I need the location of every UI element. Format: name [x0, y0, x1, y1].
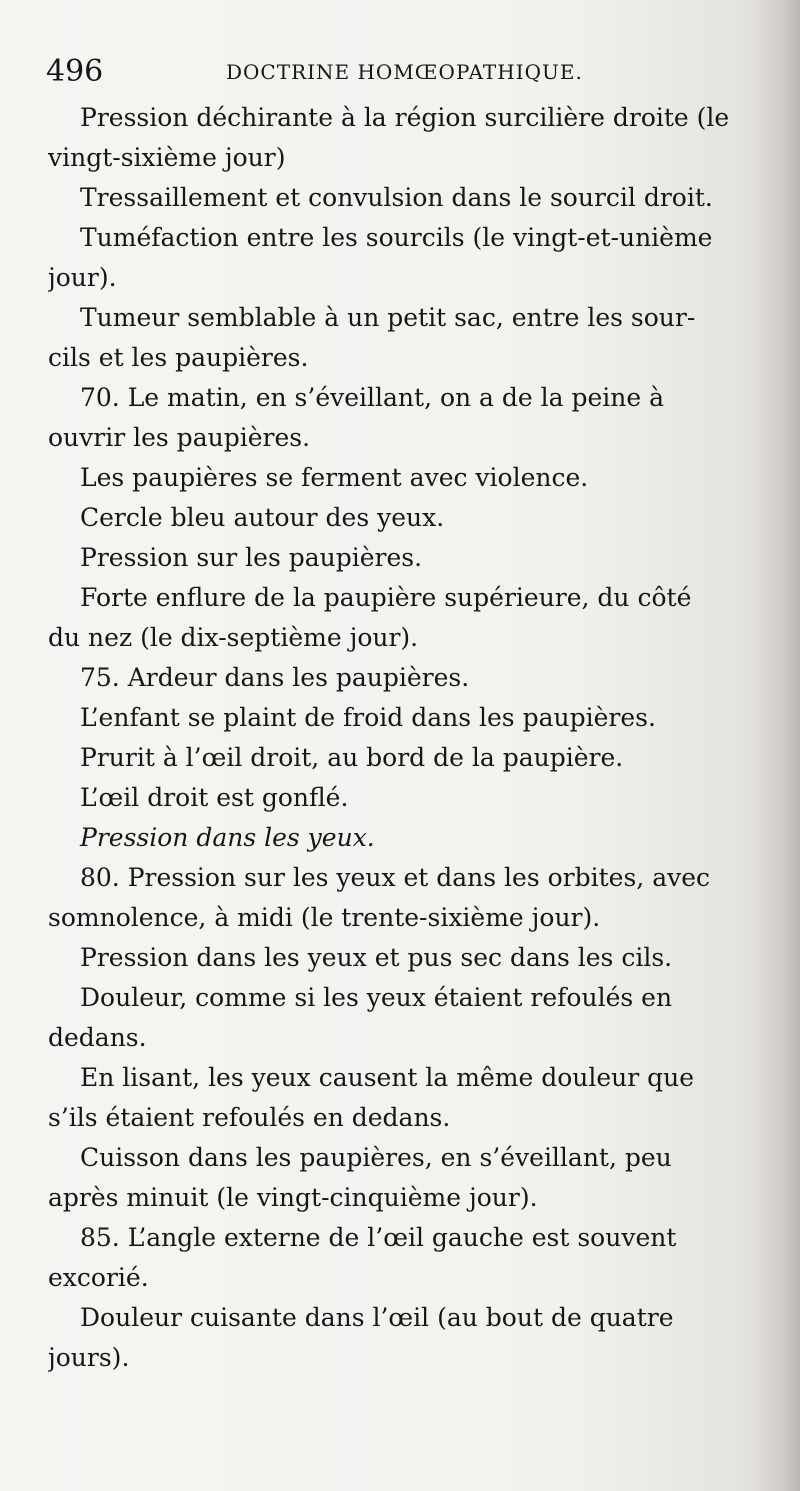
text-line: Pression déchirante à la région surcilière droite (le — [80, 103, 730, 132]
text-line: ouvrir les paupières. — [48, 423, 311, 452]
text-line: Tuméfaction entre les sourcils (le vingt-et-unième — [80, 223, 713, 252]
text-line: Douleur cuisante dans l’œil (au bout de quatre — [80, 1303, 674, 1332]
text-line: du nez (le dix-septième jour). — [48, 623, 419, 652]
text-line: cils et les paupières. — [48, 343, 309, 372]
text-line: jours). — [48, 1343, 130, 1372]
text-line: Douleur, comme si les yeux étaient refoulés en — [80, 983, 673, 1012]
text-line: Cuisson dans les paupières, en s’éveillant, peu — [80, 1143, 672, 1172]
page-header — [46, 50, 766, 94]
text-line: L’enfant se plaint de froid dans les paupières. — [80, 703, 656, 732]
text-line: somnolence, à midi (le trente-sixième jour). — [48, 903, 601, 932]
text-line: 70. Le matin, en s’éveillant, on a de la peine à — [80, 383, 665, 412]
text-line: 75. Ardeur dans les paupières. — [80, 663, 470, 692]
text-line: s’ils étaient refoulés en dedans. — [48, 1103, 451, 1132]
running-title: DOCTRINE HOMŒOPATHIQUE. — [226, 60, 583, 84]
text-line: Les paupières se ferment avec violence. — [80, 463, 589, 492]
text-line-italic: Pression dans les yeux. — [80, 823, 375, 852]
text-line: Forte enflure de la paupière supérieure, du côté — [80, 583, 692, 612]
text-line: L’œil droit est gonflé. — [80, 783, 349, 812]
text-line: Tumeur semblable à un petit sac, entre les sour- — [80, 303, 696, 332]
page-body — [48, 98, 762, 1378]
text-line: dedans. — [48, 1023, 147, 1052]
text-line: Tressaillement et convulsion dans le sourcil droit. — [80, 183, 713, 212]
text-line: En lisant, les yeux causent la même douleur que — [80, 1063, 695, 1092]
text-line: Pression dans les yeux et pus sec dans les cils. — [80, 943, 673, 972]
text-line: excorié. — [48, 1263, 149, 1292]
text-line: jour). — [48, 263, 117, 292]
text-line: vingt-sixième jour) — [48, 143, 286, 172]
text-line: 85. L’angle externe de l’œil gauche est souvent — [80, 1223, 677, 1252]
text-line: 80. Pression sur les yeux et dans les orbites, avec — [80, 863, 711, 892]
page-number: 496 — [46, 54, 104, 89]
text-line: Cercle bleu autour des yeux. — [80, 503, 445, 532]
text-line: Pression sur les paupières. — [80, 543, 423, 572]
text-line: après minuit (le vingt-cinquième jour). — [48, 1183, 538, 1212]
text-line: Prurit à l’œil droit, au bord de la paupière. — [80, 743, 624, 772]
